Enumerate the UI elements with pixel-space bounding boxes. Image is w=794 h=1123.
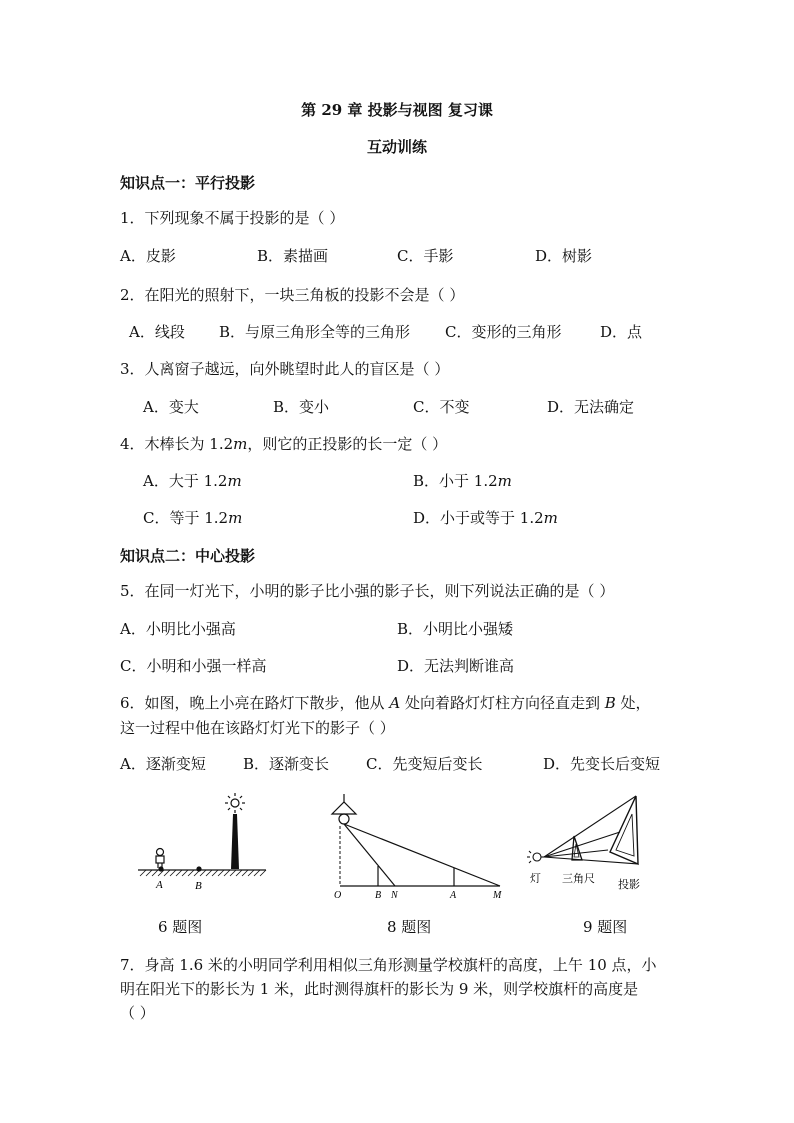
figure-6 [132,790,272,895]
q5-option-a: A．小明比小强高 [120,620,236,638]
fig9-caption: 9 题图 [583,918,628,936]
q7-stem-line3: （ ） [120,1004,155,1022]
figure-9 [520,790,660,900]
q3-stem: 3．人离窗子越远，向外眺望时此人的盲区是（ ） [120,360,450,378]
section-heading-central: 知识点二：中心投影 [120,547,256,565]
q3-option-b: B．变小 [273,398,330,416]
page-title: 第 29 章 投影与视图 复习课 [301,101,493,119]
q3-option-d: D．无法确定 [547,398,635,416]
q6-option-a: A．逐渐变短 [120,755,206,773]
fig9-label-projection: 投影 [618,878,640,891]
q2-option-c: C．变形的三角形 [445,323,562,341]
fig8-label-b: B [375,890,382,901]
q2-option-b: B．与原三角形全等的三角形 [219,323,411,341]
lamp-shade-icon [332,794,356,824]
q2-option-d: D．点 [600,323,643,341]
fig8-label-a: A [450,890,457,901]
section-heading-parallel: 知识点一：平行投影 [120,174,256,192]
fig8-caption: 8 题图 [387,918,432,936]
lamp-post [231,814,239,869]
q2-option-a: A．线段 [129,323,185,341]
q1-option-d: D．树影 [535,247,593,265]
fig6-label-a: A [156,879,163,891]
q5-option-d: D．无法判断谁高 [397,657,515,675]
q6-option-c: C．先变短后变长 [366,755,483,773]
q6-stem-line2: 这一过程中他在该路灯灯光下的影子（ ） [120,719,395,737]
lightbulb-icon [527,851,544,863]
q3-option-c: C．不变 [413,398,470,416]
ray-to-n [344,824,395,886]
fig6-caption: 6 题图 [158,918,203,936]
q5-option-c: C．小明和小强一样高 [120,657,267,675]
fig9-label-lamp: 灯 [530,872,541,885]
q2-stem: 2．在阳光的照射下，一块三角板的投影不会是（ ） [120,286,465,304]
q6-option-b: B．逐渐变长 [243,755,330,773]
person-icon [156,849,164,869]
q5-option-b: B．小明比小强矮 [397,620,514,638]
fig6-label-b: B [195,880,202,892]
q4-option-d: D．小于或等于 1.2m [413,509,558,527]
q1-option-b: B．素描画 [257,247,329,265]
light-rays [544,796,638,864]
fig9-label-ruler: 三角尺 [562,872,595,885]
q5-stem: 5．在同一灯光下，小明的影子比小强的影子长，则下列说法正确的是（ ） [120,582,615,600]
q7-stem-line2: 明在阳光下的影长为 1 米，此时测得旗杆的影长为 9 米，则学校旗杆的高度是 [120,980,639,998]
fig8-label-n: N [391,890,398,901]
fig8-label-o: O [334,890,342,901]
q6-option-d: D．先变长后变短 [543,755,661,773]
ground-hatching [140,870,266,876]
q1-option-a: A．皮影 [120,247,176,265]
page-subtitle: 互动训练 [366,138,427,156]
q1-option-c: C．手影 [397,247,454,265]
q3-option-a: A．变大 [143,398,199,416]
q4-option-a: A．大于 1.2m [143,472,242,490]
q6-stem-line1: 6．如图，晚上小亮在路灯下散步，他从 A 处向着路灯灯柱方向径直走到 B 处， [120,694,651,712]
q4-option-b: B．小于 1.2m [413,472,512,490]
q7-stem-line1: 7．身高 1.6 米的小明同学利用相似三角形测量学校旗杆的高度，上午 10 点，小 [120,956,657,974]
figure-8 [320,790,510,905]
q4-option-c: C．等于 1.2m [143,509,243,527]
fig8-label-m: M [493,890,502,901]
q4-stem: 4．木棒长为 1.2m，则它的正投影的长一定（ ） [120,435,448,453]
q1-stem: 1．下列现象不属于投影的是（ ） [120,209,345,227]
ray-to-m [344,824,500,886]
sun-lamp-icon [225,793,245,813]
